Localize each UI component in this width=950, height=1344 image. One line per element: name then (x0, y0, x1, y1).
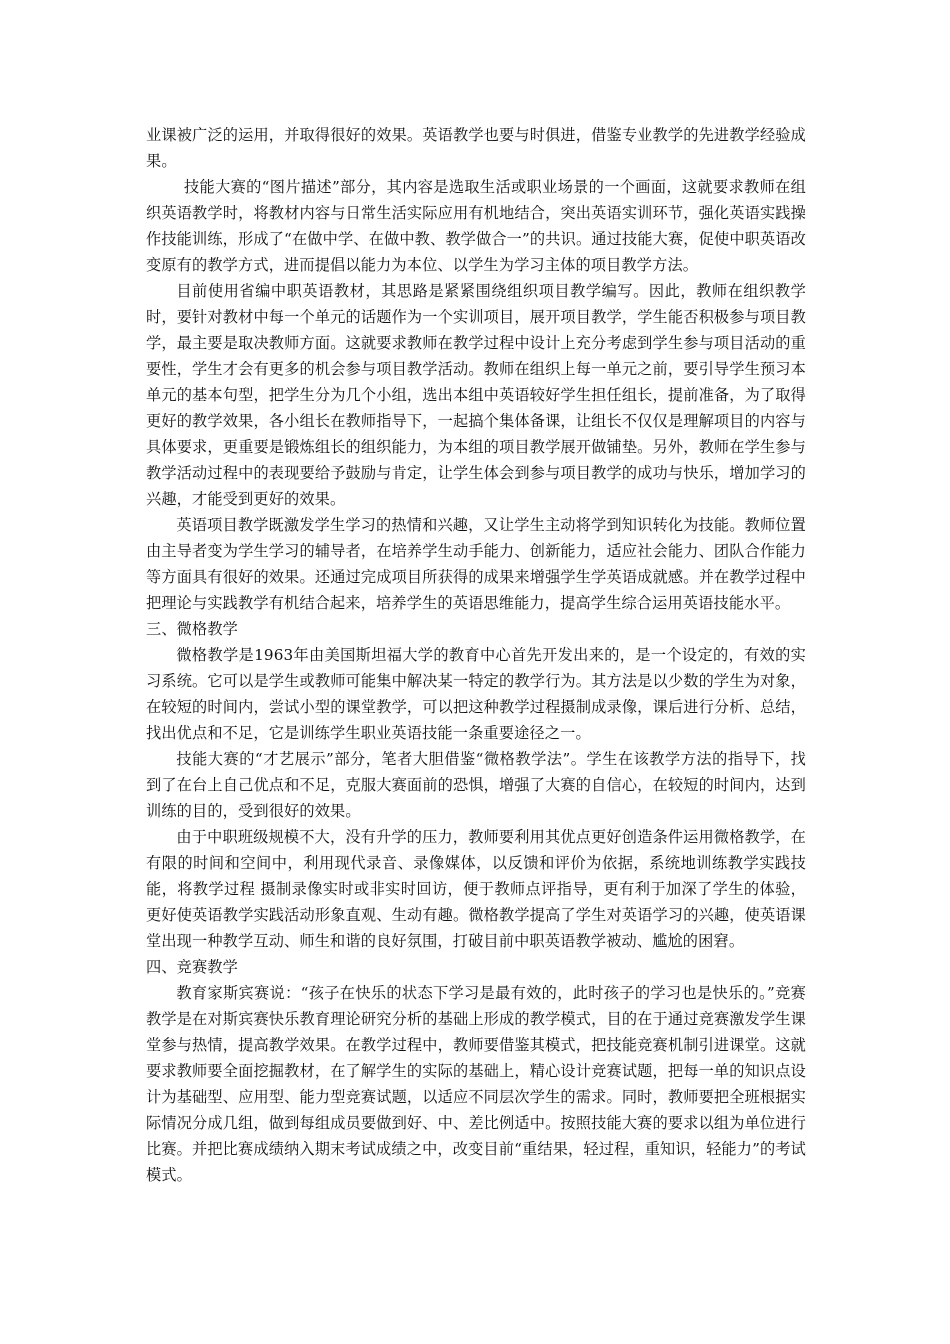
paragraph-competition-teaching: 教育家斯宾赛说：“孩子在快乐的状态下学习是最有效的，此时孩子的学习也是快乐的。”竞赛教学是在对斯宾赛快乐教育理论研究分析的基础上形成的教学模式，目的在于通过竞赛激发学生课堂参与热情，提高教学效果。在教学过程中，教师要借鉴其模式，把技能竞赛机制引进课堂。这就要求教师要全面挖掘教材，在了解学生的实际的基础上，精心设计竞赛试题，把每一单的知识点设计为基础型、应用型、能力型竞赛试题，以适应不同层次学生的需求。同时，教师要把全班根据实际情况分成几组，做到每组成员要做到好、中、差比例适中。按照技能大赛的要求以组为单位进行比赛。并把比赛成绩纳入期末考试成绩之中，改变目前“重结果，轻过程，重知识，轻能力”的考试模式。 (146, 984, 807, 1184)
document-page (146, 122, 806, 1188)
paragraph-picture-description: 技能大赛的“图片描述”部分，其内容是选取生活或职业场景的一个画面，这就要求教师在组织英语教学时，将教材内容与日常生活实际应用有机地结合，突出英语实训环节，强化英语实践操作技能训练，形成了“在做中学、在做中教、教学做合一”的共识。通过技能大赛，促使中职英语改变原有的教学方式，进而提倡以能力为本位、以学生为学习主体的项目教学方法。 (146, 178, 807, 274)
paragraph-project-teaching: 目前使用省编中职英语教材，其思路是紧紧围绕组织项目教学编写。因此，教师在组织教学时，要针对教材中每一个单元的话题作为一个实训项目，展开项目教学，学生能否积极参与项目教学，最主要是取决教师方面。这就要求教师在教学过程中设计上充分考虑到学生参与项目活动的重要性，学生才会有更多的机会参与项目教学活动。教师在组织上每一单元之前，要引导学生预习本单元的基本句型，把学生分为几个小组，选出本组中英语较好学生担任组长，提前准备，为了取得更好的教学效果，各小组长在教师指导下，一起搞个集体备课，让组长不仅仅是理解项目的内容与具体要求，更重要是锻炼组长的组织能力，为本组的项目教学展开做铺垫。另外，教师在学生参与教学活动过程中的表现要给予鼓励与肯定，让学生体会到参与项目教学的成功与快乐，增加学习的兴趣，才能受到更好的效果。 (146, 282, 806, 508)
paragraph-microteaching-definition: 微格教学是1963年由美国斯坦福大学的教育中心首先开发出来的，是一个设定的，有效的实习系统。它可以是学生或教师可能集中解决某一特定的教学行为。其方法是以少数的学生为对象，在较短的时间内，尝试小型的课堂教学，可以把这种教学过程摄制成录像，课后进行分析、总结，找出优点和不足，它是训练学生职业英语技能一条重要途径之一。 (146, 646, 806, 742)
paragraph-project-benefits: 英语项目教学既激发学生学习的热情和兴趣，又让学生主动将学到知识转化为技能。教师位置由主导者变为学生学习的辅导者，在培养学生动手能力、创新能力，适应社会能力、团队合作能力等方面具有很好的效果。还通过完成项目所获得的成果来增强学生学英语成就感。并在教学过程中把理论与实践教学有机结合起来，培养学生的英语思维能力，提高学生综合运用英语技能水平。 (146, 516, 806, 612)
paragraph-talent-show: 技能大赛的“才艺展示”部分，笔者大胆借鉴“微格教学法”。学生在该教学方法的指导下，找到了在台上自己优点和不足，克服大赛面前的恐惧，增强了大赛的自信心，在较短的时间内，达到训练的目的，受到很好的效果。 (146, 750, 806, 820)
section-heading-microteaching: 三、微格教学 (146, 620, 239, 638)
paragraph-microteaching-application: 由于中职班级规模不大，没有升学的压力，教师要利用其优点更好创造条件运用微格教学，在有限的时间和空间中，利用现代录音、录像媒体，以反馈和评价为依据，系统地训练教学实践技能，将教学过程 摄制录像实时或非实时回访，便于教师点评指导，更有利于加深了学生的体验，更好使英语教学实践活动形象直观、生动有趣。微格教学提高了学生对英语学习的兴趣，使英语课堂出现一种教学互动、师生和谐的良好氛围，打破目前中职英语教学被动、尴尬的困窘。 (146, 828, 806, 950)
section-heading-competition: 四、竞赛教学 (146, 958, 239, 976)
paragraph-continuation: 业课被广泛的运用，并取得很好的效果。英语教学也要与时俱进，借鉴专业教学的先进教学经验成果。 (146, 126, 806, 170)
